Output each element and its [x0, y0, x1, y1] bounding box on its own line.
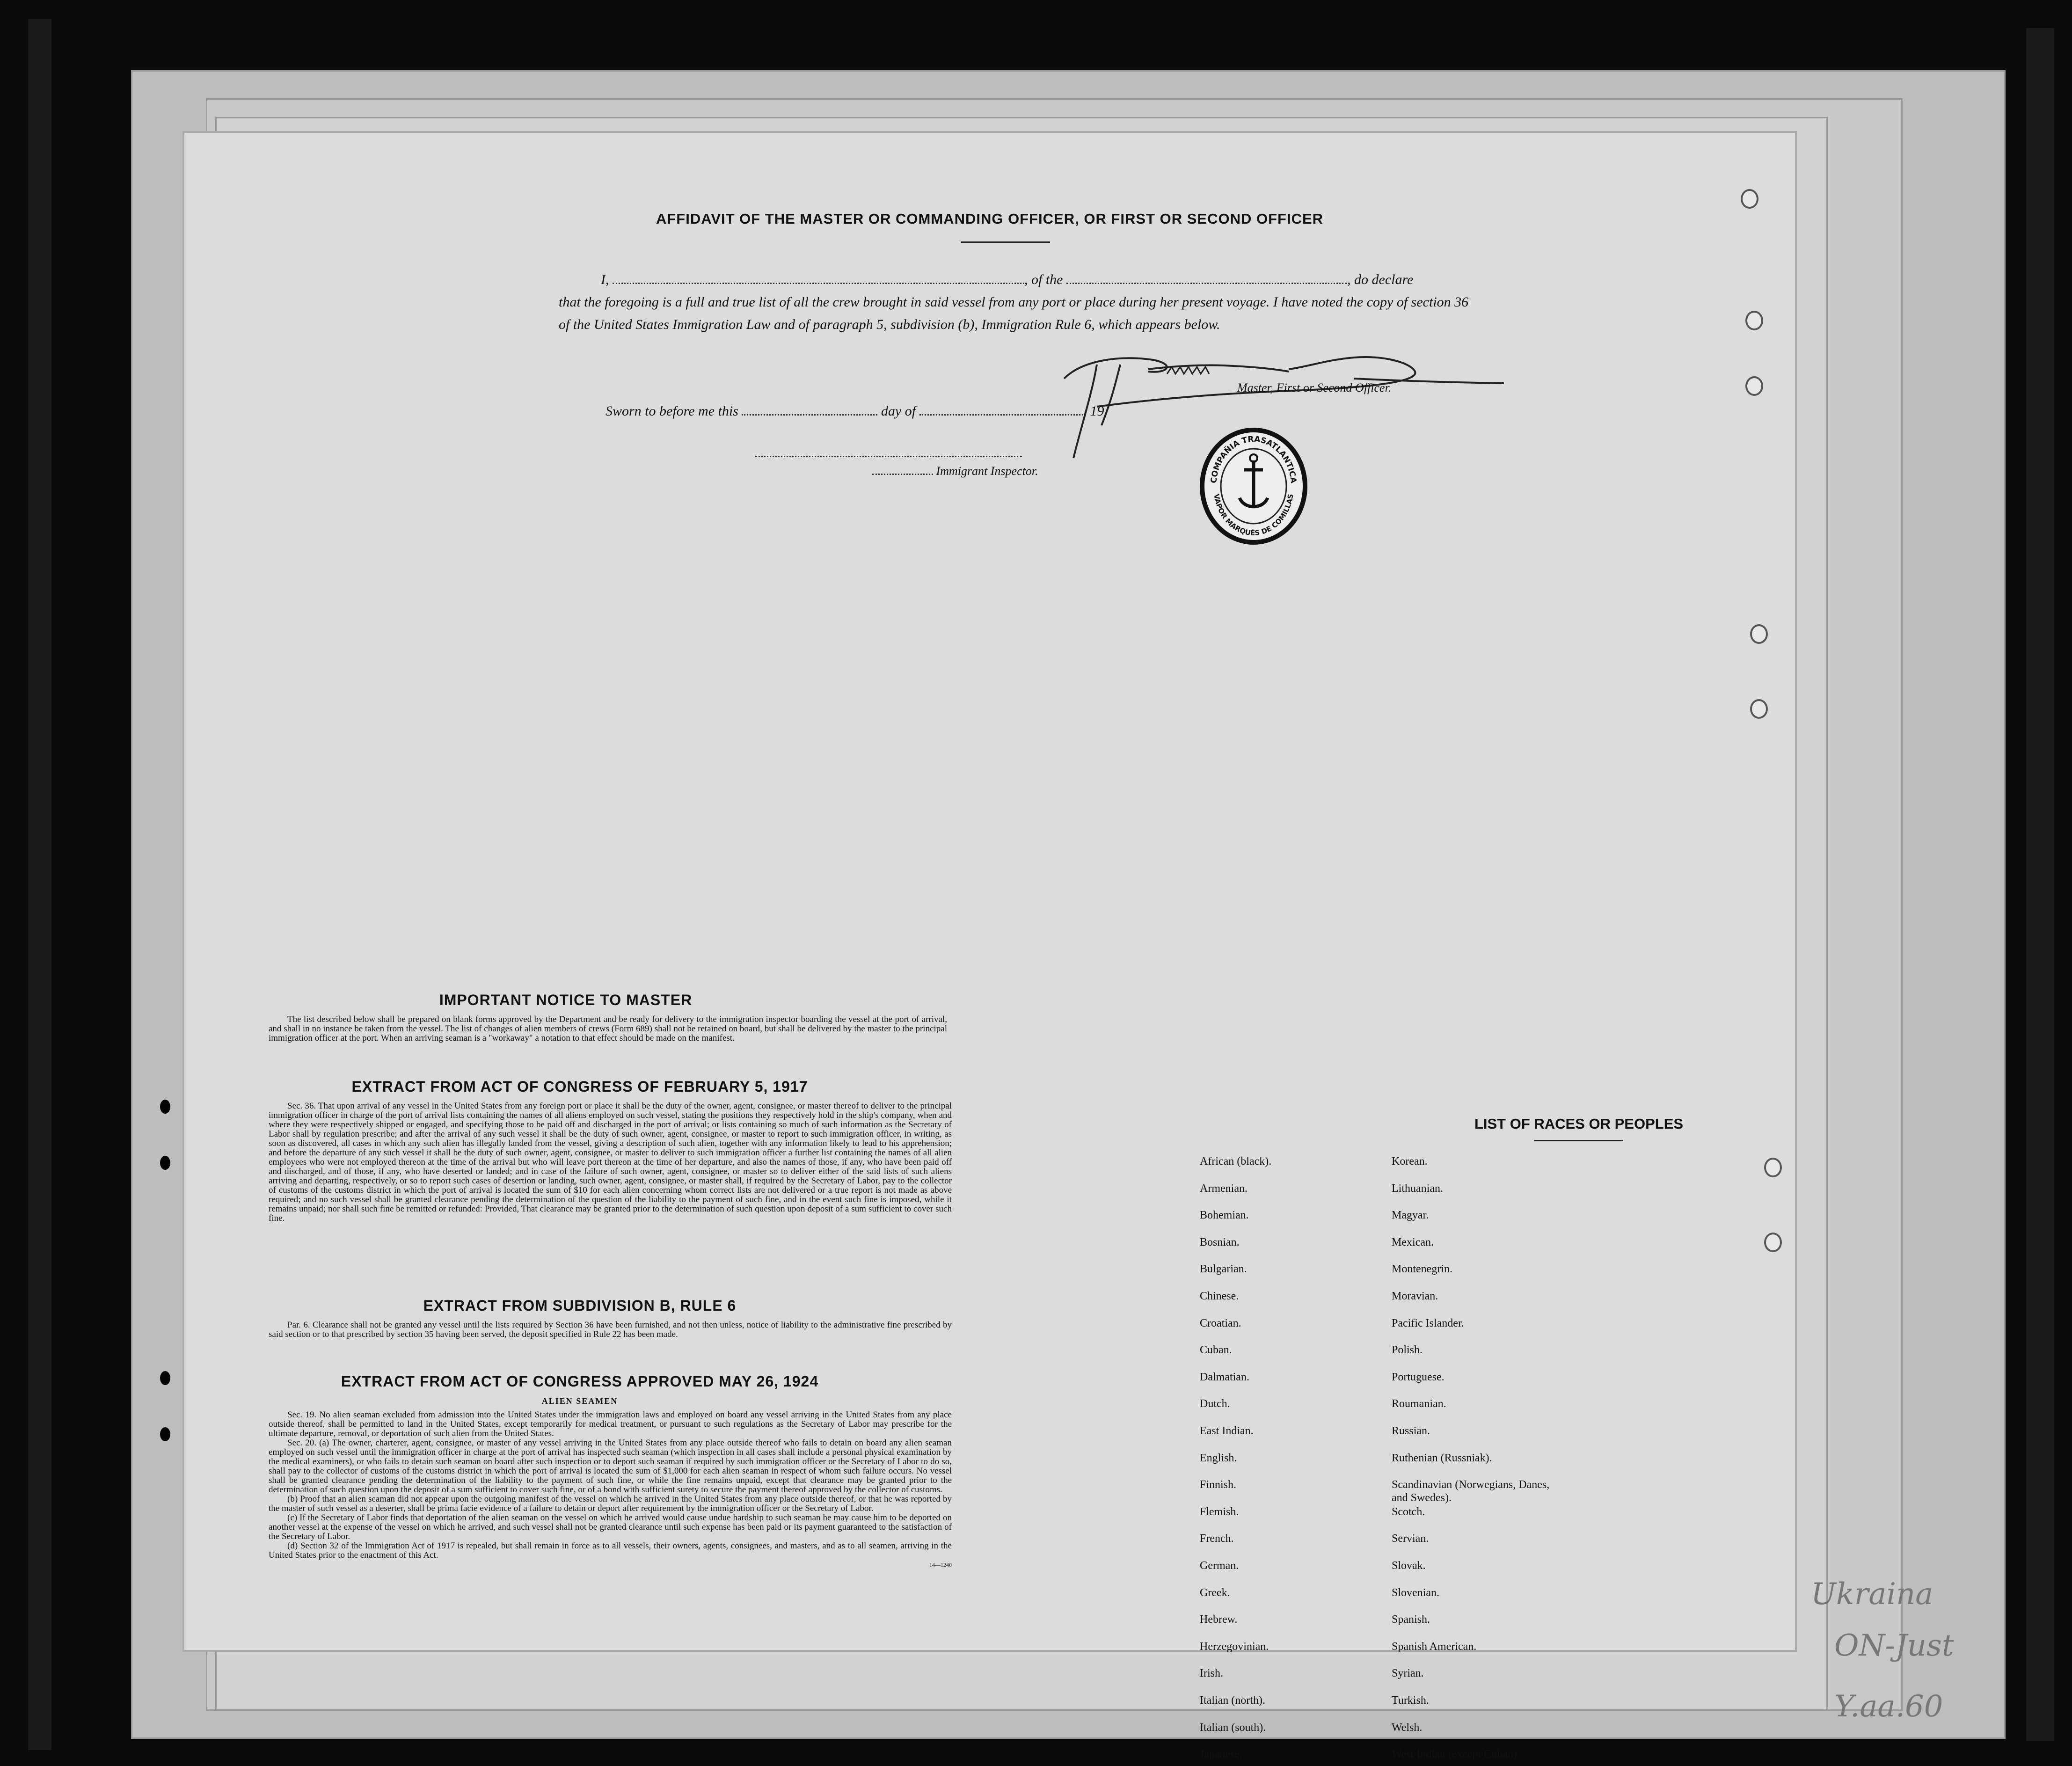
- punch-hole: [1750, 624, 1768, 644]
- binder-hole: [160, 1100, 170, 1114]
- scanner-frame-right: [2026, 28, 2054, 1741]
- rule-6-paragraph: Par. 6. Clearance shall not be granted any vessel until the lists required by Section 36 have been furnished, and not then unless, notice of liability to the administrative fine prescribed by said section or to that prescribed by section 35 having been served, the deposit specified in Rule 22 has been made.: [269, 1320, 952, 1339]
- race-entry: Roumanian.: [1392, 1398, 1446, 1410]
- race-entry: Polish.: [1392, 1344, 1423, 1357]
- act-1924-paragraph: (c) If the Secretary of Labor finds that deportation of the alien seaman on the vessel on which he arrived would cause undue hardship to such seaman he may cause him to be deported on another vessel at the expense of the vessel on which he arrived, and such vessel shall not be granted clearance until such expense has been paid or its payment guaranteed to the satisfaction of the Secretary of Labor.: [269, 1513, 952, 1541]
- notice-paragraph: The list described below shall be prepared on blank forms approved by the Department and be ready for delivery to the immigration inspector boarding the vessel at the port of arrival, and shall in no instance be taken from the vessel. The list of changes of alien members of crews (Form 689) shall not be retained on board, but shall be delivered by the master to the principal immigration officer at the port. When an arriving seaman is a "workaway" a notation to that effect should be made on the manifest.: [269, 1014, 947, 1043]
- inspector-dots: [872, 464, 933, 475]
- race-entry: Syrian.: [1392, 1667, 1424, 1680]
- binder-hole: [160, 1371, 170, 1385]
- sworn-day-label: day of: [881, 403, 916, 419]
- notice-title: IMPORTANT NOTICE TO MASTER: [439, 992, 693, 1008]
- form-number: 14—1240: [929, 1562, 952, 1568]
- race-entry: Turkish.: [1392, 1694, 1429, 1707]
- manifest-page: [182, 131, 1797, 1761]
- act-1924-paragraph: (d) Section 32 of the Immigration Act of 1917 is repealed, but shall remain in force as to all vessels, their owners, agents, consignees, and masters, and as to all seamen, arriving in the United States prior to the enactment of this Act.: [269, 1541, 952, 1560]
- svg-text:VAPOR MARQUÉS DE COMILLAS: VAPOR MARQUÉS DE COMILLAS: [1212, 493, 1295, 538]
- act-1924-text: [269, 1410, 952, 1569]
- race-entry: Chinese.: [1200, 1290, 1239, 1302]
- race-entry: Bulgarian.: [1200, 1263, 1247, 1276]
- punch-hole: [1764, 1158, 1782, 1177]
- race-entry: West Indian (except Cuban).: [1392, 1748, 1520, 1761]
- race-entry: Portuguese.: [1392, 1371, 1445, 1383]
- name-field[interactable]: [613, 270, 1024, 284]
- rule-6-title: EXTRACT FROM SUBDIVISION B, RULE 6: [423, 1297, 737, 1314]
- race-entry: East Indian.: [1200, 1425, 1254, 1437]
- act-1924-paragraph: (b) Proof that an alien seaman did not appear upon the outgoing manifest of the vessel on which he arrived in the United States from any place outside thereof, or that he was reported by the master of such vessel as a deserter, shall be prima facie evidence of a failure to detain or deport after requirement by the immigration officer or the Secretary of Labor.: [269, 1494, 952, 1513]
- word-i: I,: [601, 272, 609, 287]
- act-1917-title: EXTRACT FROM ACT OF CONGRESS OF FEBRUARY 5, 1917: [351, 1078, 808, 1095]
- punch-hole: [1764, 1233, 1782, 1252]
- race-entry: African (black).: [1200, 1155, 1272, 1168]
- scanner-frame-left: [28, 19, 51, 1750]
- binder-hole: [160, 1427, 170, 1441]
- race-entry: Cuban.: [1200, 1344, 1232, 1357]
- svg-text:COMPAÑIA TRASATLANTICA: COMPAÑIA TRASATLANTICA: [1209, 434, 1298, 484]
- race-entry: Japanese.: [1200, 1748, 1243, 1761]
- race-entry: Magyar.: [1392, 1209, 1429, 1222]
- race-entry: Bosnian.: [1200, 1236, 1240, 1248]
- punch-hole: [1741, 189, 1758, 209]
- punch-hole: [1745, 376, 1763, 396]
- margin-note: Ukraina: [1811, 1577, 1933, 1612]
- race-entry: Finnish.: [1200, 1479, 1237, 1491]
- race-entry: Moravian.: [1392, 1290, 1438, 1302]
- race-entry: Greek.: [1200, 1586, 1230, 1599]
- binder-hole: [160, 1156, 170, 1170]
- race-entry: Bohemian.: [1200, 1209, 1249, 1222]
- race-entry: Italian (north).: [1200, 1694, 1265, 1707]
- vessel-field[interactable]: [1066, 270, 1347, 284]
- race-entry: Welsh.: [1392, 1721, 1423, 1734]
- act-1924-paragraph: Sec. 19. No alien seaman excluded from admission into the United States under the immigration laws and employed on board any vessel arriving in the United States from any place outside thereof, shall be permitted to land in the United States, except temporarily for medical treatment, or pursuant to such regulations as the Secretary of Labor may prescribe for the ultimate departure, removal, or deportation of such alien from the United States.: [269, 1410, 952, 1438]
- act-1917-paragraph: Sec. 36. That upon arrival of any vessel in the United States from any foreign port or place it shall be the duty of the owner, agent, consignee, or master thereof to deliver to the principal immigration officer in charge of the port of arrival lists containing the names of all aliens employed on such vessel, stating the positions they respectively hold in the ship's company, when and where they were respectively shipped or engaged, and specifying those to be paid off and discharged in the port of arrival; or lists containing so much of such information as the Secretary of Labor shall by regulation prescribe; and after the arrival of any such vessel it shall be the duty of such owner, agent, consignee, or master to report to such immigration officer, in writing, as soon as discovered, all cases in which any such alien has illegally landed from the vessel, giving a description of such alien, together with any information likely to lead to his apprehension; and before the departure of any such vessel it shall be the duty of such owner, agent, consignee, or master to deliver to such immigration officer a further list containing the names of all alien employees who were not employed thereon at the time of the arrival but who will leave port thereon at the time of her departure, and also the names of those, if any, who have been paid off and discharged, and of those, if any, who have deserted or landed; and in case of the failure of such owner, agent, consignee, or master so to deliver either of the said lists of such aliens arriving and departing, respectively, or so to report such cases of desertion or landing, such owner, agent, consignee, or master shall, if required by the Secretary of Labor, pay to the collector of customs of the customs district in which the port of arrival is located the sum of $10 for each alien concerning whom correct lists are not delivered or a true report is not made as above required; and no such vessel shall be granted clearance pending the determination of the question of the liability to the payment of such fine, and in the event such fine is imposed, while it remains unpaid; nor shall such fine be remitted or refunded: Provided, That clearance may be granted prior to the determination of such question upon deposit of a sum sufficient to cover such fine.: [269, 1101, 952, 1223]
- race-entry: Spanish American.: [1392, 1640, 1477, 1653]
- races-underline: [1534, 1140, 1623, 1141]
- act-1924-title: EXTRACT FROM ACT OF CONGRESS APPROVED MAY 26, 1924: [341, 1373, 819, 1390]
- race-entry: Scandinavian (Norwegians, Danes, and Swedes).: [1392, 1479, 1550, 1504]
- race-entry: Italian (south).: [1200, 1721, 1266, 1734]
- race-entry: Ruthenian (Russniak).: [1392, 1452, 1492, 1464]
- race-entry: Scotch.: [1392, 1505, 1425, 1518]
- company-seal: [1200, 428, 1307, 545]
- race-entry: Irish.: [1200, 1667, 1223, 1680]
- sworn-line: [606, 402, 1261, 419]
- notice-text: [269, 1015, 947, 1043]
- sworn-month-field[interactable]: [919, 402, 1083, 416]
- race-entry: Slovak.: [1392, 1560, 1426, 1572]
- sworn-day-field[interactable]: [742, 402, 877, 416]
- do-declare-label: , do declare: [1347, 272, 1414, 287]
- race-entry: Hebrew.: [1200, 1613, 1238, 1626]
- races-title: LIST OF RACES OR PEOPLES: [1474, 1116, 1684, 1132]
- race-entry: Mexican.: [1392, 1236, 1434, 1248]
- race-entry: Russian.: [1392, 1425, 1430, 1437]
- statement-text: that the foregoing is a full and true list of all the crew brought in said vessel from any port or place during her present voyage. I have noted the copy of section 36 of the United States Immigration Law and of paragraph 5, subdivision (b), Immigration Rule 6, which appears below.: [559, 294, 1469, 332]
- race-entry: Dalmatian.: [1200, 1371, 1249, 1383]
- race-entry: French.: [1200, 1532, 1234, 1545]
- inspector-signature-line[interactable]: [755, 456, 1022, 457]
- of-the-label: , of the: [1024, 272, 1063, 287]
- rule-6-text: [269, 1321, 952, 1339]
- race-entry: Korean.: [1392, 1155, 1428, 1168]
- race-entry: Dutch.: [1200, 1398, 1230, 1410]
- race-entry: Herzegovinian.: [1200, 1640, 1269, 1653]
- race-entry: Montenegrin.: [1392, 1263, 1452, 1276]
- race-entry: Slovenian.: [1392, 1586, 1439, 1599]
- margin-note: ON-Just: [1834, 1628, 1954, 1663]
- act-1924-paragraph: Sec. 20. (a) The owner, charterer, agent, consignee, or master of any vessel arriving in the United States from any place outside thereof who fails to detain on board any alien seaman employed on such vessel until the immigration officer in charge at the port of arrival has inspected such seaman (which inspection in all cases shall include a personal physical examination by the medical examiners), or who fails to detain such seaman on board after such inspection or to deport such seaman if required by such immigration officer or the Secretary of Labor to do so, shall pay to the collector of customs of the customs district in which the port of arrival is located the sum of $1,000 for each alien seaman in respect of whom such failure occurs. No vessel shall be granted clearance pending the determination of the liability to the payment of such fine, or while the fine remains unpaid, except that clearance may be granted prior to the determination of such question upon the deposit of a sum sufficient to cover such fine, or of a bond with sufficient surety to secure the payment thereof approved by the collector of customs.: [269, 1438, 952, 1495]
- sworn-year-label: , 19: [1083, 403, 1104, 419]
- punch-hole: [1745, 311, 1763, 330]
- margin-note: Y.aa.60: [1834, 1689, 1943, 1724]
- race-entry: English.: [1200, 1452, 1237, 1464]
- act-1917-text: [269, 1102, 952, 1223]
- race-entry: Servian.: [1392, 1532, 1429, 1545]
- alien-seamen-subtitle: ALIEN SEAMEN: [541, 1396, 618, 1406]
- master-caption: Master, First or Second Officer.: [1237, 381, 1392, 394]
- race-entry: Pacific Islander.: [1392, 1317, 1464, 1329]
- inspector-caption-line: [872, 464, 1038, 478]
- affidavit-title: AFFIDAVIT OF THE MASTER OR COMMANDING OFFICER, OR FIRST OR SECOND OFFICER: [656, 211, 1324, 227]
- race-entry: Flemish.: [1200, 1505, 1239, 1518]
- race-entry: German.: [1200, 1560, 1239, 1572]
- affidavit-statement: [559, 269, 1476, 336]
- race-entry: Lithuanian.: [1392, 1182, 1443, 1195]
- title-underline: [961, 241, 1050, 243]
- race-entry: Spanish.: [1392, 1613, 1430, 1626]
- race-entry: Croatian.: [1200, 1317, 1241, 1329]
- inspector-caption: Immigrant Inspector.: [936, 464, 1038, 478]
- sworn-prefix: Sworn to before me this: [606, 403, 738, 419]
- race-entry: Armenian.: [1200, 1182, 1248, 1195]
- punch-hole: [1750, 699, 1768, 719]
